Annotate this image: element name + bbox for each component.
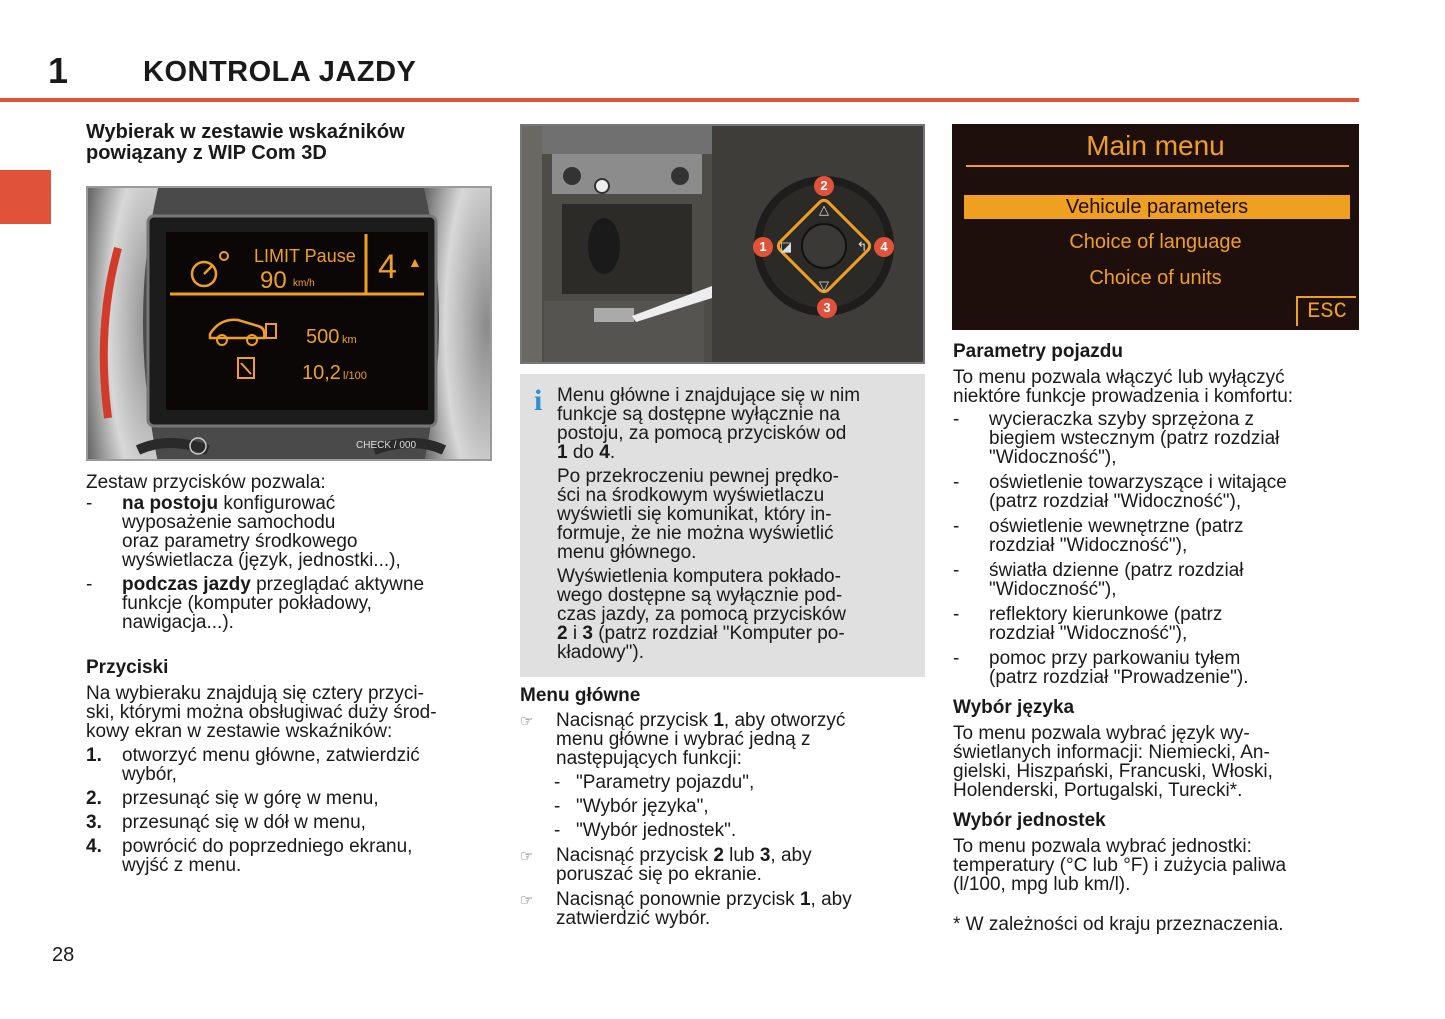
buttons-paragraph: Na wybieraku znajdują się cztery przyci- ski, którymi można obsługiwać duży środ- kowy ekran w zestawie wskaźników: bbox=[86, 683, 437, 742]
hand-pointer-icon: ☞ bbox=[520, 848, 534, 865]
callout-badge-2: 2 bbox=[814, 176, 834, 196]
consumption-value: 10,2 bbox=[302, 362, 341, 384]
screen-menu-item-selected: Vehicule parameters bbox=[964, 195, 1350, 219]
middle-body bbox=[520, 686, 920, 928]
item-bold: na postoju bbox=[122, 493, 219, 514]
esc-label: ESC bbox=[1296, 296, 1356, 326]
svg-text:▽: ▽ bbox=[819, 278, 829, 293]
numbered-item: 4. powrócić do poprzedniego ekranu, wyjść z menu. bbox=[86, 836, 413, 876]
screen-menu-item: Choice of language bbox=[1069, 231, 1242, 253]
callout-badge-1: 1 bbox=[753, 237, 773, 257]
chapter-side-tab bbox=[0, 170, 51, 224]
page-number: 28 bbox=[52, 944, 75, 966]
svg-text:◪: ◪ bbox=[779, 239, 793, 254]
dash-marker: - bbox=[86, 574, 93, 595]
hand-pointer-icon: ☞ bbox=[520, 713, 534, 730]
subheading-units: Wybór jednostek bbox=[953, 810, 1106, 831]
gear-indicator: 4 bbox=[378, 248, 397, 286]
main-menu-screen-figure bbox=[952, 124, 1359, 330]
info-p1-last: 1 do 4. bbox=[557, 442, 616, 463]
info-box bbox=[520, 374, 925, 677]
list-item: - wycieraczka szyby sprzężona z biegiem wstecznym (patrz rozdział "Widoczność"), bbox=[953, 409, 1280, 468]
step-item: ☞ Nacisnąć przycisk 2 lub 3, aby poruszać się po ekranie. bbox=[520, 845, 812, 885]
callout-badge-3: 3 bbox=[817, 298, 837, 318]
list-item: - oświetlenie towarzyszące i witające (patrz rozdział "Widoczność"), bbox=[953, 472, 1287, 512]
console-illustration bbox=[522, 126, 925, 364]
screen-title: Main menu bbox=[1086, 130, 1225, 161]
screen-title-underline bbox=[966, 165, 1349, 167]
step-item: ☞ Nacisnąć ponownie przycisk 1, aby zatwierdzić wybór. bbox=[520, 889, 852, 929]
section-title-line: powiązany z WIP Com 3D bbox=[86, 142, 327, 164]
svg-text:↰: ↰ bbox=[856, 239, 868, 254]
instrument-cluster-illustration bbox=[88, 188, 492, 461]
consumption-unit: l/100 bbox=[343, 370, 367, 382]
item-bold: podczas jazdy bbox=[122, 574, 251, 595]
language-paragraph: To menu pozwala wybrać język wy- świetlanych informacji: Niemiecki, An- gielski, Hiszpański, Francuski, Włoski, Holenderski, Portugalski, Turecki*. bbox=[953, 723, 1273, 801]
numbered-item: 2. przesunąć się w górę w menu, bbox=[86, 788, 379, 809]
speed-value: 90 bbox=[260, 267, 287, 294]
gear-up-arrow: ▲ bbox=[408, 254, 422, 270]
section-title-line: Wybierak w zestawie wskaźników bbox=[86, 121, 405, 143]
sub-item: - "Wybór języka", bbox=[554, 796, 709, 817]
intro-text: Zestaw przycisków pozwala: bbox=[86, 472, 326, 493]
center-console-figure bbox=[520, 124, 925, 364]
screen-menu-item: Choice of units bbox=[1089, 267, 1222, 289]
range-value: 500 bbox=[306, 326, 340, 348]
subheading-buttons: Przyciski bbox=[86, 657, 169, 678]
svg-text:△: △ bbox=[819, 202, 829, 217]
list-item: - światła dzienne (patrz rozdział "Widoczność"), bbox=[953, 560, 1244, 600]
dash-marker: - bbox=[86, 493, 93, 514]
params-paragraph: To menu pozwala włączyć lub wyłączyć niektóre funkcje prowadzenia i komfortu: bbox=[953, 367, 1294, 407]
info-icon: i bbox=[534, 384, 543, 417]
left-heading bbox=[86, 122, 496, 164]
header-divider bbox=[0, 98, 1359, 102]
list-item: - podczas jazdy przeglądać aktywne funkcje (komputer pokładowy, nawigacja...). bbox=[86, 574, 425, 633]
sub-item: - "Parametry pojazdu", bbox=[554, 772, 755, 793]
hand-pointer-icon: ☞ bbox=[520, 892, 534, 909]
info-p3-mid: 2 i 3 (patrz rozdział "Komputer po- bbox=[557, 623, 845, 644]
step-item: ☞ Nacisnąć przycisk 1, aby otworzyć menu główne i wybrać jedną z następujących funkcji: bbox=[520, 710, 846, 769]
subheading-language: Wybór języka bbox=[953, 697, 1075, 718]
left-body bbox=[86, 473, 496, 875]
sub-item: - "Wybór jednostek". bbox=[554, 820, 737, 841]
chapter-title: KONTROLA JAZDY bbox=[143, 56, 417, 88]
speed-unit: km/h bbox=[293, 278, 315, 289]
units-paragraph: To menu pozwala wybrać jednostki: temperatury (°C lub °F) i zużycia paliwa (l/100, mpg lub km/l). bbox=[953, 836, 1287, 895]
subheading-vehicle-params: Parametry pojazdu bbox=[953, 341, 1123, 362]
numbered-item: 3. przesunąć się w dół w menu, bbox=[86, 812, 366, 833]
limit-label: LIMIT Pause bbox=[254, 246, 356, 266]
list-item: - pomoc przy parkowaniu tyłem (patrz rozdział "Prowadzenie"). bbox=[953, 648, 1249, 688]
list-item: - na postoju konfigurować wyposażenie samochodu oraz parametry środkowego wyświetlacza (język, jednostki...), bbox=[86, 493, 401, 571]
list-item: - oświetlenie wewnętrzne (patrz rozdział "Widoczność"), bbox=[953, 516, 1244, 556]
chapter-number: 1 bbox=[48, 50, 69, 91]
subheading-main-menu: Menu główne bbox=[520, 685, 641, 706]
right-body bbox=[953, 342, 1359, 934]
check-label: CHECK / 000 bbox=[356, 440, 417, 451]
info-text: Menu główne i znajdujące się w nim funkcje są dostępne wyłącznie na postoju, za pomocą przycisków od 1 do 4. Po przekroczeniu pewnej prędko- ści na środkowym wyświetlaczu wyświetli się komunikat, który in- formuje, że nie można wyświetlić menu głównego. Wyświetlenia komputera pokłado- wego dostępne są wyłącznie pod- czas jazdy, za pomocą przycisków 2 i 3 (patrz rozdział "Komputer po- kładowy"). bbox=[557, 386, 916, 662]
list-item: - reflektory kierunkowe (patrz rozdział "Widoczność"), bbox=[953, 604, 1223, 644]
range-unit: km bbox=[342, 334, 357, 346]
callout-badge-4: 4 bbox=[874, 237, 894, 257]
footnote: * W zależności od kraju przeznaczenia. bbox=[953, 914, 1284, 935]
instrument-cluster-figure bbox=[86, 186, 492, 461]
numbered-item: 1. otworzyć menu główne, zatwierdzić wybór, bbox=[86, 745, 420, 785]
